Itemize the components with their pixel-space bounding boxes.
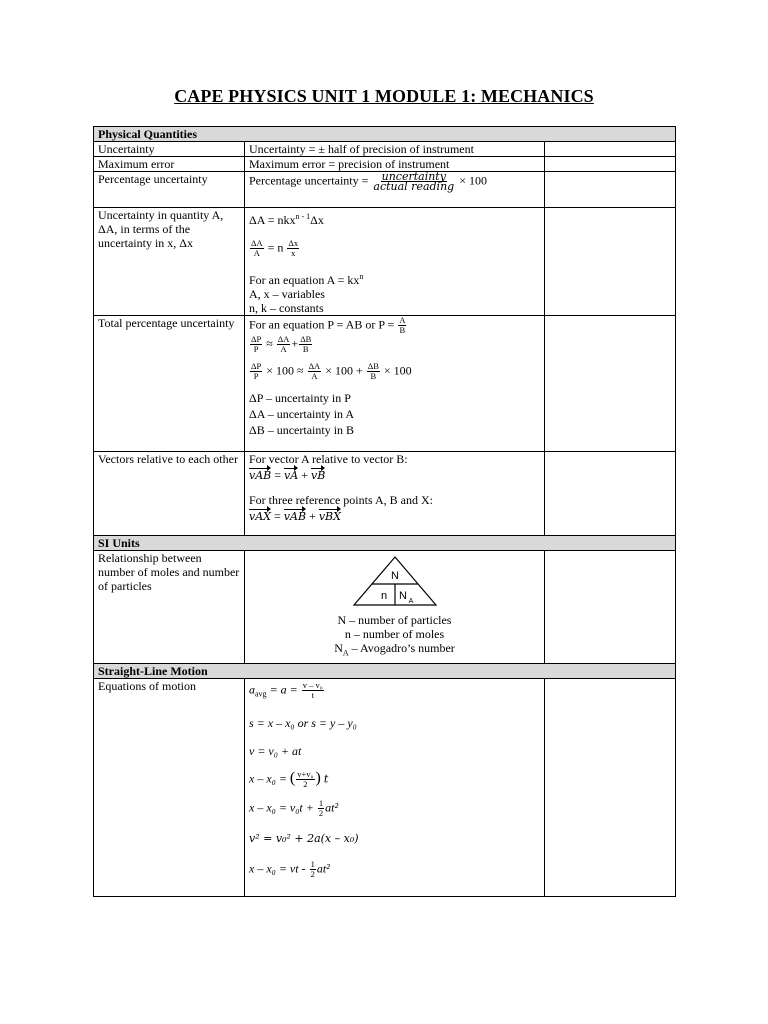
triangle-right-sub: A — [408, 598, 413, 605]
row-formula: Maximum error = precision of instrument — [245, 157, 545, 172]
row-label: Percentage uncertainty — [94, 172, 245, 208]
fraction: $\frac{\Delta P}{P}$ — [251, 361, 262, 381]
row-label: Uncertainty in quantity A, ΔA, in terms of the uncertainty in x, Δx — [94, 208, 245, 316]
row-label: Uncertainty — [94, 142, 245, 157]
vector-vab: vAB — [249, 466, 271, 483]
row-label: Maximum error — [94, 157, 245, 172]
fraction: $\frac{\Delta P}{P}$ — [251, 334, 262, 354]
fraction: $\frac{\Delta A}{A}$ — [308, 361, 321, 381]
triangle-left-label: n — [380, 590, 387, 602]
formula-table — [93, 126, 676, 897]
row-notes — [545, 452, 676, 536]
fraction: $\frac{\Delta x}{x}$ — [288, 238, 299, 258]
row-notes — [545, 208, 676, 316]
table-row — [94, 316, 676, 452]
table-row — [94, 679, 676, 897]
fraction: $\frac{\Delta A}{A}$ — [277, 334, 290, 354]
row-label: Relationship between number of moles and number of particles — [94, 551, 245, 664]
table-row — [94, 452, 676, 536]
fraction: $\frac{A}{B}$ — [399, 315, 406, 335]
row-label: Vectors relative to each other — [94, 452, 245, 536]
row-formula: For vector A relative to vector B: vAB = vA + vB For three reference points A, B and X: vAX = vAB + vBX — [245, 452, 545, 536]
vector-vax: vAX — [249, 507, 271, 524]
table-row — [94, 142, 676, 157]
row-notes — [545, 679, 676, 897]
row-formula: Percentage uncertainty = uncertainty actual reading × 100 — [245, 172, 545, 208]
row-notes — [545, 551, 676, 664]
row-notes — [545, 172, 676, 208]
table-row — [94, 172, 676, 208]
triangle-right-label: N — [398, 590, 407, 602]
table-row — [94, 208, 676, 316]
vector-vbx: vBX — [319, 507, 341, 524]
section-header-straight-line-motion: Straight-Line Motion — [94, 664, 676, 679]
row-notes — [545, 142, 676, 157]
fraction: $\frac{\Delta B}{B}$ — [300, 334, 312, 354]
fraction: $\frac{\Delta A}{A}$ — [251, 238, 263, 258]
row-notes — [545, 316, 676, 452]
table-row — [94, 551, 676, 664]
row-label: Equations of motion — [94, 679, 245, 897]
vector-vb: vB — [311, 466, 325, 483]
fraction: $\frac{\text{v+v₀}}{2}$ — [297, 768, 314, 789]
vector-va: vA — [284, 466, 298, 483]
row-formula: $a_{avg} = a$ = $\frac{\text{v – v₀}}{t}$ s = x – x₀ or s = y – y₀ v = v₀ + at x – x₀ = ( $\frac{\text{v+v₀}}{2}$ ) t x – x₀ = v₀t + $\frac{1}{2}$ at² v² = v₀² + 2a(x – x₀) x – x₀ = vt - $\frac{1}{2}$ at² — [245, 679, 545, 897]
fraction: $\frac{1}{2}$ — [318, 797, 324, 818]
row-formula: Uncertainty = ± half of precision of instrument — [245, 142, 545, 157]
row-formula: For an equation P = AB or P = $\frac{A}{B}$ $\frac{\Delta P}{P}$ ≈ $\frac{\Delta A}{A}$ + $\frac{\Delta B}{B}$ $\frac{\Delta P}{P}$ × 100 ≈ $\frac{\Delta A}{A}$ × 100 + $\frac{\Delta B}{B}$ × 100 ΔP – uncertainty in P ΔA – uncertainty in A ΔB – uncertainty in B — [245, 316, 545, 452]
row-notes — [545, 157, 676, 172]
row-label: Total percentage uncertainty — [94, 316, 245, 452]
mole-triangle-diagram — [350, 555, 440, 607]
row-formula: ΔA = nkx$^{n - 1}$Δx $\frac{\Delta A}{A}$ = n $\frac{\Delta x}{x}$ For an equation $A = kx^n$ A, x – variables n, k – constants — [245, 208, 545, 316]
fraction: $\frac{1}{2}$ — [310, 858, 315, 879]
section-header-si-units: SI Units — [94, 536, 676, 551]
section-header-physical-quantities: Physical Quantities — [94, 127, 676, 142]
fraction: uncertainty actual reading — [373, 170, 455, 193]
page-title: CAPE PHYSICS UNIT 1 MODULE 1: MECHANICS — [174, 86, 594, 106]
fraction: $\frac{\Delta B}{B}$ — [367, 361, 379, 381]
triangle-top-label: N — [390, 570, 399, 582]
fraction: $\frac{\text{v – v₀}}{t}$ — [302, 680, 323, 700]
formula-text: Percentage uncertainty = — [249, 173, 369, 188]
row-formula: N n N A N – number of particles n – number of moles $N_A$ – Avogadro’s number — [245, 551, 545, 664]
vector-vab: vAB — [284, 507, 306, 524]
